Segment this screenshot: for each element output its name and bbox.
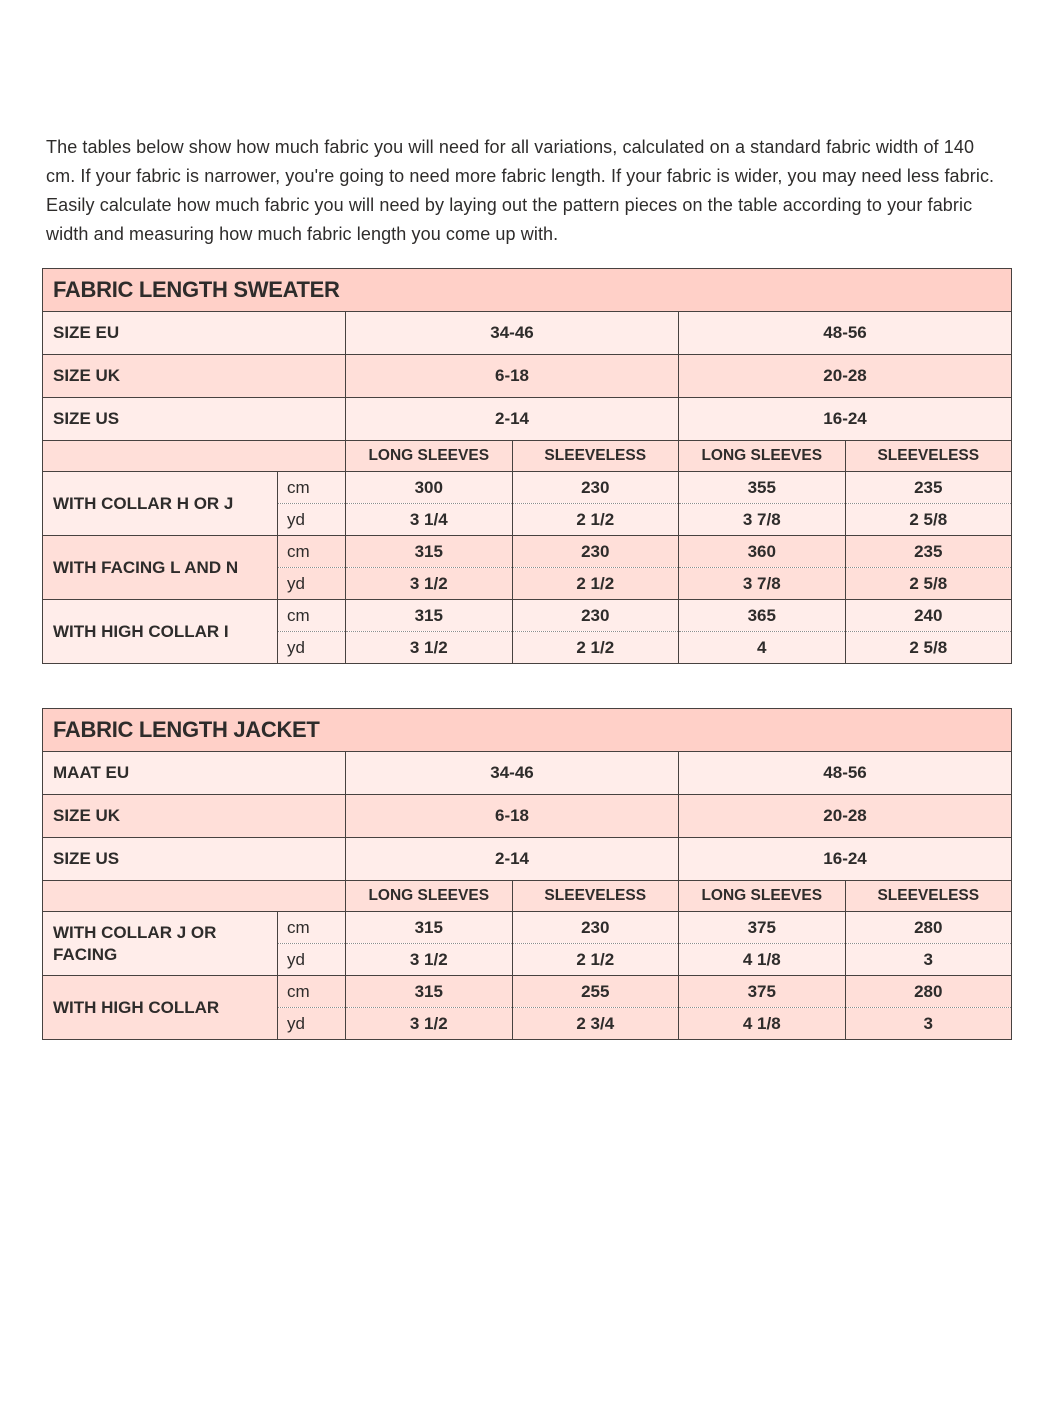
value-cell: 3 7/8 [679, 504, 846, 536]
group-row-label: WITH COLLAR J OR FACING [43, 912, 278, 976]
size-row-eu [43, 752, 1012, 795]
group-row-label: WITH HIGH COLLAR I [43, 600, 278, 664]
empty-corner-cell [43, 881, 346, 912]
value-cell: 355 [679, 472, 846, 504]
value-cell: 360 [679, 536, 846, 568]
table-title-row [43, 269, 1012, 312]
value-cell: 2 1/2 [512, 568, 679, 600]
intro-paragraph: The tables below show how much fabric you will need for all variations, calculated on a standard fabric width of 140 cm. If your fabric is narrower, you're going to need more fabric length. If your fabric is wider, you may need less fabric. Easily calculate how much fabric you will need by laying out the pattern pieces on the table according to your fabric width and measuring how much fabric length you come up with. [46, 137, 995, 244]
value-cell: 280 [845, 976, 1012, 1008]
value-cell: 4 1/8 [679, 1008, 846, 1040]
size-row-label: SIZE US [43, 398, 346, 441]
size-row-label: SIZE UK [43, 795, 346, 838]
size-row-eu [43, 312, 1012, 355]
value-cell: 375 [679, 976, 846, 1008]
column-header: SLEEVELESS [512, 441, 679, 472]
size-row-label: SIZE EU [43, 312, 346, 355]
value-cell: 235 [845, 536, 1012, 568]
size-range-value: 16-24 [679, 838, 1012, 881]
value-cell: 2 3/4 [512, 1008, 679, 1040]
size-range-value: 34-46 [346, 312, 679, 355]
size-range-value: 20-28 [679, 795, 1012, 838]
fabric-length-jacket-table [42, 708, 1012, 1040]
group-cm-row [43, 472, 1012, 504]
size-row-uk [43, 795, 1012, 838]
value-cell: 4 [679, 632, 846, 664]
value-cell: 3 1/2 [346, 632, 513, 664]
column-header: SLEEVELESS [512, 881, 679, 912]
column-header: LONG SLEEVES [346, 881, 513, 912]
size-range-value: 6-18 [346, 355, 679, 398]
unit-cell: yd [278, 632, 346, 664]
value-cell: 300 [346, 472, 513, 504]
table-title: FABRIC LENGTH JACKET [43, 709, 1012, 752]
column-header: SLEEVELESS [845, 441, 1012, 472]
size-row-us [43, 398, 1012, 441]
value-cell: 4 1/8 [679, 944, 846, 976]
group-cm-row [43, 976, 1012, 1008]
size-range-value: 20-28 [679, 355, 1012, 398]
unit-cell: cm [278, 912, 346, 944]
unit-cell: cm [278, 536, 346, 568]
size-range-value: 48-56 [679, 312, 1012, 355]
value-cell: 3 [845, 944, 1012, 976]
size-range-value: 2-14 [346, 838, 679, 881]
size-row-label: MAAT EU [43, 752, 346, 795]
column-header: SLEEVELESS [845, 881, 1012, 912]
value-cell: 3 1/4 [346, 504, 513, 536]
value-cell: 230 [512, 912, 679, 944]
fabric-length-sweater-table [42, 268, 1012, 664]
value-cell: 2 1/2 [512, 504, 679, 536]
column-header-row [43, 441, 1012, 472]
value-cell: 2 5/8 [845, 504, 1012, 536]
value-cell: 375 [679, 912, 846, 944]
column-header: LONG SLEEVES [679, 441, 846, 472]
unit-cell: cm [278, 600, 346, 632]
size-range-value: 34-46 [346, 752, 679, 795]
value-cell: 2 5/8 [845, 632, 1012, 664]
group-row-label: WITH COLLAR H OR J [43, 472, 278, 536]
value-cell: 3 1/2 [346, 944, 513, 976]
column-header: LONG SLEEVES [346, 441, 513, 472]
group-cm-row [43, 536, 1012, 568]
value-cell: 3 1/2 [346, 1008, 513, 1040]
value-cell: 2 1/2 [512, 632, 679, 664]
column-header: LONG SLEEVES [679, 881, 846, 912]
value-cell: 3 [845, 1008, 1012, 1040]
unit-cell: yd [278, 504, 346, 536]
value-cell: 230 [512, 536, 679, 568]
value-cell: 315 [346, 600, 513, 632]
group-cm-row [43, 600, 1012, 632]
value-cell: 365 [679, 600, 846, 632]
size-range-value: 2-14 [346, 398, 679, 441]
table-title-row [43, 709, 1012, 752]
value-cell: 280 [845, 912, 1012, 944]
value-cell: 240 [845, 600, 1012, 632]
value-cell: 2 5/8 [845, 568, 1012, 600]
value-cell: 315 [346, 912, 513, 944]
group-row-label: WITH FACING L AND N [43, 536, 278, 600]
unit-cell: yd [278, 568, 346, 600]
group-cm-row [43, 912, 1012, 944]
size-range-value: 6-18 [346, 795, 679, 838]
value-cell: 3 7/8 [679, 568, 846, 600]
column-header-row [43, 881, 1012, 912]
size-range-value: 16-24 [679, 398, 1012, 441]
unit-cell: yd [278, 1008, 346, 1040]
unit-cell: yd [278, 944, 346, 976]
unit-cell: cm [278, 472, 346, 504]
value-cell: 255 [512, 976, 679, 1008]
value-cell: 3 1/2 [346, 568, 513, 600]
value-cell: 230 [512, 472, 679, 504]
value-cell: 2 1/2 [512, 944, 679, 976]
size-row-uk [43, 355, 1012, 398]
empty-corner-cell [43, 441, 346, 472]
size-row-label: SIZE US [43, 838, 346, 881]
group-row-label: WITH HIGH COLLAR [43, 976, 278, 1040]
value-cell: 315 [346, 976, 513, 1008]
value-cell: 315 [346, 536, 513, 568]
value-cell: 235 [845, 472, 1012, 504]
size-row-label: SIZE UK [43, 355, 346, 398]
value-cell: 230 [512, 600, 679, 632]
size-range-value: 48-56 [679, 752, 1012, 795]
unit-cell: cm [278, 976, 346, 1008]
size-row-us [43, 838, 1012, 881]
table-title: FABRIC LENGTH SWEATER [43, 269, 1012, 312]
